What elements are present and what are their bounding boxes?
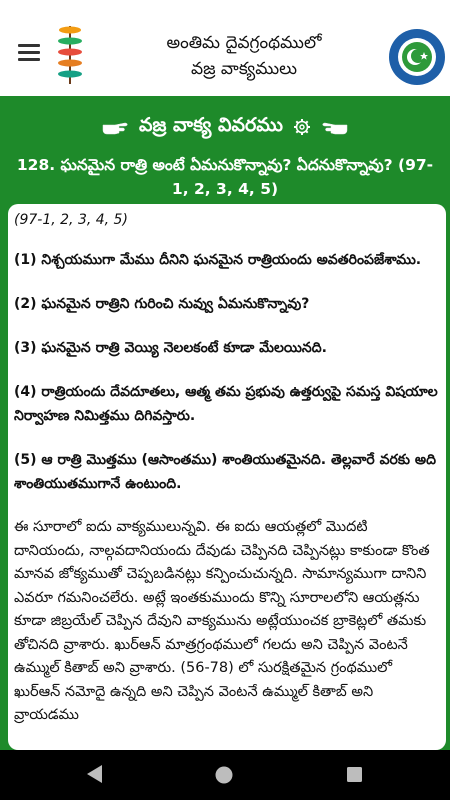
pointing-hand-icon — [101, 117, 129, 137]
verse-2: (2) ఘనమైన రాత్రిని గురించి నువ్వు ఏమనుకొన్నావు? — [14, 296, 310, 312]
pointing-hand-icon — [321, 117, 349, 137]
section-title: వజ్ర వాక్య వివరము — [139, 113, 283, 136]
verse-3: (3) ఘనమైన రాత్రి వెయ్యి నెలలకంటే కూడా మేలయినది. — [14, 340, 327, 356]
content-card — [8, 204, 446, 750]
explanation-paragraph: ఈ సూరాలో ఐదు వాక్యములున్నవి. ఈ ఐదు ఆయత్లలో మొదటి దానియందు, నాల్గవదానియందు దేవుడు చెప్పినది చెప్పినట్లు కాకుండా కొంత మానవ జోక్యముతో చెప్పబడినట్లు కన్పించుచున్నది. సామాన్యముగా దానిని ఎవరూ గమనించలేరు. అట్లే ఇంతకుముందు కొన్ని సూరాలలోని ఆయత్లను కూడా జిబ్రయేల్ చెప్పిన దేవుని వాక్యమును అట్లేయుంచక బ్రాకెట్లలో తమకు తోచినది వ్రాశారు. ఖుర్ఆన్ మాత్రగ్రంథములో గలదు అని చెప్పిన వెంటనే ఉమ్ముల్ కితాబ్ అని వ్రాశారు. (56-78) లో సురక్షితమైన గ్రంథములో ఖుర్ఆన్ నమోదై ఉన్నది అని చెప్పిన వెంటనే ఉమ్ముల్ కితాబ్ అని వ్రాయడము — [14, 519, 430, 723]
section-header — [0, 110, 450, 144]
verse-reference: (97-1, 2, 3, 4, 5) — [14, 212, 128, 228]
verse-4: (4) రాత్రియందు దేవదూతలు, ఆత్మ తమ ప్రభువు ఉత్తర్వుపై సమస్త విషయాల నిర్వాహణ నిమిత్తము దిగివస్తారు. — [14, 384, 438, 424]
verse-1: (1) నిశ్చయముగా మేము దీనిని ఘనమైన రాత్రియందు అవతరింపజేశాము. — [14, 252, 422, 268]
stacked-discs-logo — [56, 22, 84, 86]
app-title-line-2: వజ్ర వాక్యములు — [190, 59, 298, 79]
recent-square-icon[interactable] — [346, 766, 363, 783]
home-circle-icon[interactable] — [214, 765, 234, 785]
hamburger-menu-icon[interactable] — [18, 44, 44, 64]
verse-5: (5) ఆ రాత్రి మొత్తము (ఆసాంతము) శాంతియుతమైనది. తెల్లవారే వరకు అది శాంతియుతముగానే ఉంటుంది. — [14, 452, 436, 492]
society-emblem-logo — [388, 28, 446, 86]
gear-icon[interactable] — [293, 118, 311, 136]
app-title — [104, 30, 384, 82]
question-heading: 128. ఘనమైన రాత్రి అంటే ఏమనుకొన్నావు? ఏదనుకొన్నావు? (97-1, 2, 3, 4, 5) — [16, 156, 434, 198]
back-triangle-icon[interactable] — [86, 764, 104, 784]
app-title-line-1: అంతిమ దైవగ్రంథములో — [166, 33, 322, 53]
app-bar — [0, 0, 450, 96]
